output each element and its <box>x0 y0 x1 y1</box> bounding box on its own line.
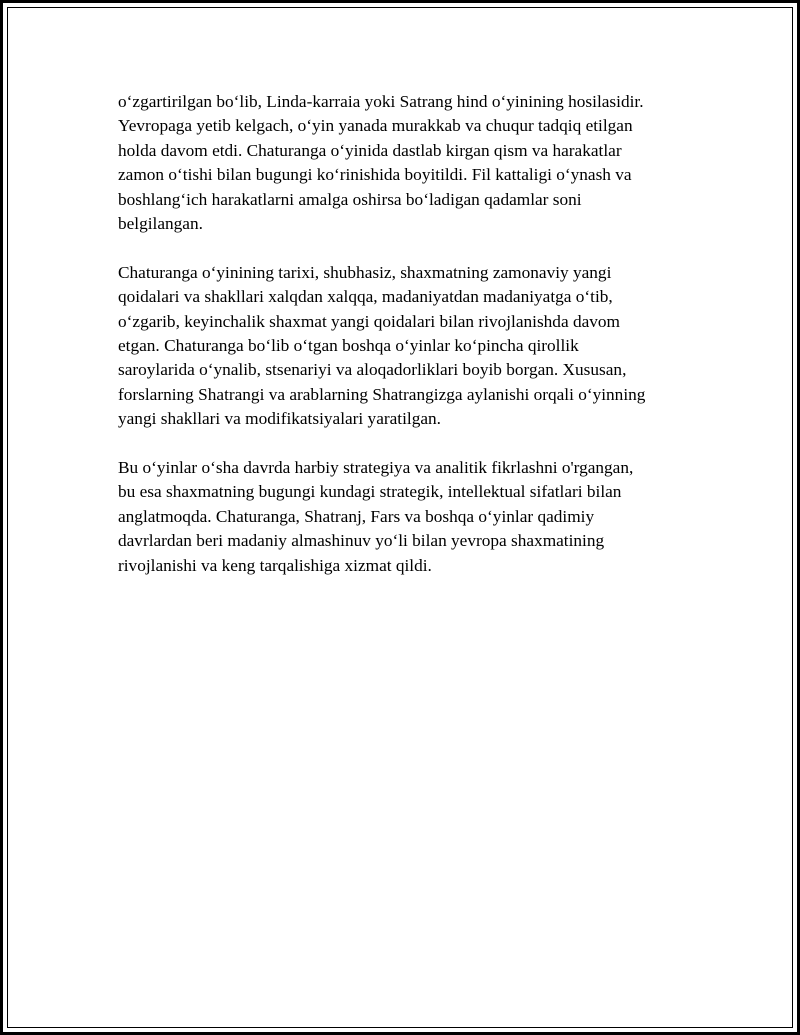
text-line: etgan. Chaturanga bo‘lib o‘tgan boshqa o‘yinlar ko‘pincha qirollik <box>118 336 579 356</box>
text-line: bu esa shaxmatning bugungi kundagi strategik, intellektual sifatlari bilan <box>118 482 622 502</box>
text-line: o‘zgarib, keyinchalik shaxmat yangi qoidalari bilan rivojlanishda davom <box>118 311 620 331</box>
text-line: Chaturanga o‘yinining tarixi, shubhasiz, shaxmatning zamonaviy yangi <box>118 262 612 282</box>
text-line: o‘zgartirilgan bo‘lib, Linda-karraia yoki Satrang hind o‘yinining hosilasidir. <box>118 92 644 111</box>
text-line: anglatmoqda. Chaturanga, Shatranj, Fars va boshqa o‘yinlar qadimiy <box>118 506 595 526</box>
text-line: qoidalari va shakllari xalqdan xalqqa, madaniyatdan madaniyatga o‘tib, <box>118 287 613 307</box>
document-body <box>118 90 693 602</box>
text-line: belgilangan. <box>118 214 203 234</box>
text-line: Yevropaga yetib kelgach, o‘yin yanada murakkab va chuqur tadqiq etilgan <box>118 116 633 136</box>
paragraph-1 <box>118 90 693 236</box>
text-line: rivojlanishi va keng tarqalishiga xizmat qildi. <box>118 555 432 575</box>
text-line: Bu o‘yinlar o‘sha davrda harbiy strategiya va analitik fikrlashni o'rgangan, <box>118 458 634 478</box>
text-line: boshlang‘ich harakatlarni amalga oshirsa bo‘ladigan qadamlar soni <box>118 189 582 209</box>
text-line: holda davom etdi. Chaturanga o‘yinida dastlab kirgan qism va harakatlar <box>118 140 622 160</box>
paragraph-2 <box>118 261 693 432</box>
text-line: yangi shakllari va modifikatsiyalari yaratilgan. <box>118 409 441 429</box>
text-line: zamon o‘tishi bilan bugungi ko‘rinishida boyitildi. Fil kattaligi o‘ynash va <box>118 165 632 185</box>
text-line: saroylarida o‘ynalib, stsenariyi va aloqadorliklari boyib borgan. Xususan, <box>118 360 627 380</box>
paragraph-3 <box>118 456 693 578</box>
text-line: forslarning Shatrangi va arablarning Shatrangizga aylanishi orqali o‘yinning <box>118 384 646 404</box>
text-line: davrlardan beri madaniy almashinuv yo‘li bilan yevropa shaxmatining <box>118 531 605 551</box>
